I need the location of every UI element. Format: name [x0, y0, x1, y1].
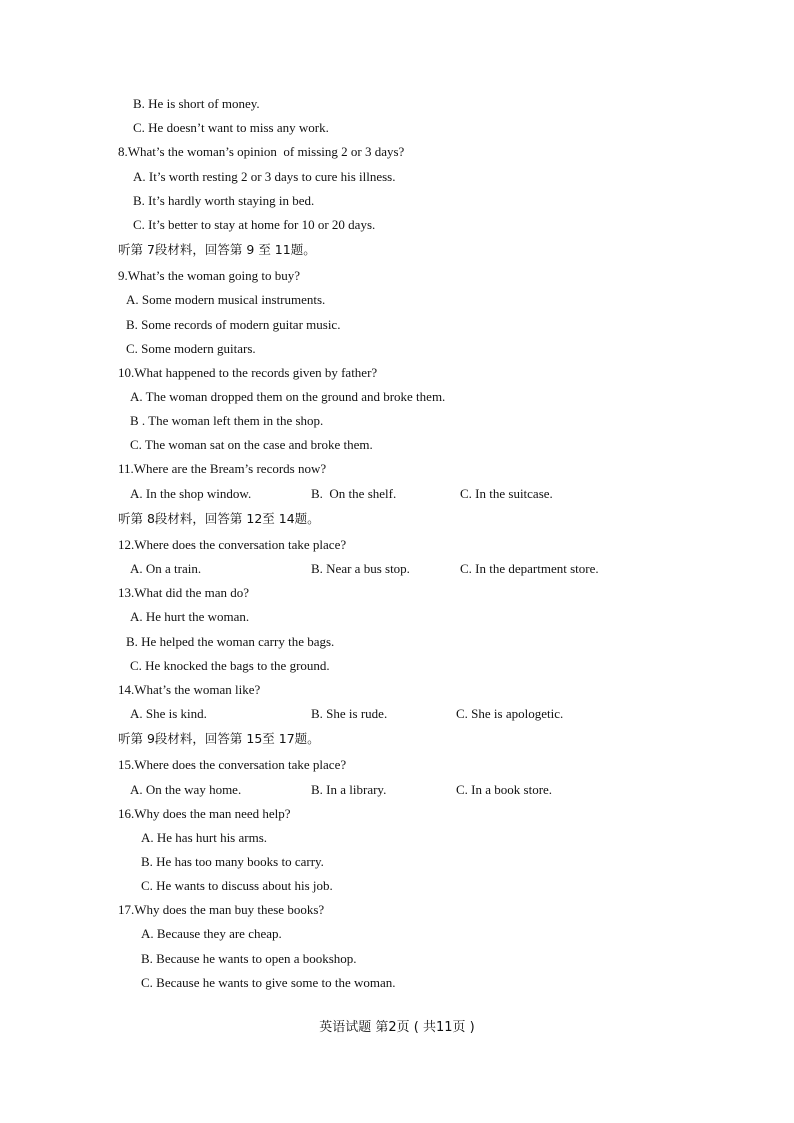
- question-16: 16.Why does the man need help?: [118, 806, 291, 821]
- option-11b: B. On the shelf.: [311, 486, 397, 501]
- question-12: 12.Where does the conversation take place?: [118, 537, 347, 552]
- option-17c: C. Because he wants to give some to the woman.: [141, 975, 396, 990]
- option-16b: B. He has too many books to carry.: [141, 854, 324, 869]
- option-10c: C. The woman sat on the case and broke them.: [130, 437, 373, 452]
- option-15c: C. In a book store.: [456, 782, 553, 797]
- question-14: 14.What’s the woman like?: [118, 682, 261, 697]
- option-8a: A. It’s worth resting 2 or 3 days to cure his illness.: [133, 169, 396, 184]
- question-15: 15.Where does the conversation take place?: [118, 757, 347, 772]
- option-14c: C. She is apologetic.: [456, 706, 564, 721]
- option-17b: B. Because he wants to open a bookshop.: [141, 951, 357, 966]
- option-13a: A. He hurt the woman.: [130, 609, 250, 624]
- option-11a: A. In the shop window.: [130, 486, 252, 501]
- option-13c: C. He knocked the bags to the ground.: [130, 658, 330, 673]
- option-7c: C. He doesn’t want to miss any work.: [133, 120, 329, 135]
- question-10: 10.What happened to the records given by father?: [118, 365, 378, 380]
- question-13: 13.What did the man do?: [118, 585, 250, 600]
- option-15a: A. On the way home.: [130, 782, 242, 797]
- option-8b: B. It’s hardly worth staying in bed.: [133, 193, 315, 208]
- question-11: 11.Where are the Bream’s records now?: [118, 461, 327, 476]
- option-15b: B. In a library.: [311, 782, 387, 797]
- page-footer: 英语试题 第2页 ( 共11页 ): [319, 1020, 475, 1035]
- option-12c: C. In the department store.: [460, 561, 599, 576]
- option-9a: A. Some modern musical instruments.: [126, 292, 326, 307]
- option-11c: C. In the suitcase.: [460, 486, 553, 501]
- question-8: 8.What’s the woman’s opinion of missing 2 or 3 days?: [118, 144, 405, 159]
- option-13b: B. He helped the woman carry the bags.: [126, 634, 335, 649]
- option-8c: C. It’s better to stay at home for 10 or 20 days.: [133, 217, 376, 232]
- option-16c: C. He wants to discuss about his job.: [141, 878, 333, 893]
- section-heading-9: 听第 9段材料，回答第 15至 17题。: [118, 731, 320, 746]
- option-10b: B . The woman left them in the shop.: [130, 413, 324, 428]
- option-9c: C. Some modern guitars.: [126, 341, 256, 356]
- option-12a: A. On a train.: [130, 561, 202, 576]
- option-7b: B. He is short of money.: [133, 96, 260, 111]
- option-17a: A. Because they are cheap.: [141, 926, 282, 941]
- option-14a: A. She is kind.: [130, 706, 207, 721]
- option-14b: B. She is rude.: [311, 706, 388, 721]
- option-16a: A. He has hurt his arms.: [141, 830, 268, 845]
- option-9b: B. Some records of modern guitar music.: [126, 317, 341, 332]
- option-10a: A. The woman dropped them on the ground and broke them.: [130, 389, 446, 404]
- question-9: 9.What’s the woman going to buy?: [118, 268, 300, 283]
- section-heading-7: 听第 7段材料，回答第 9 至 11题。: [118, 242, 316, 257]
- section-heading-8: 听第 8段材料，回答第 12至 14题。: [118, 511, 320, 526]
- option-12b: B. Near a bus stop.: [311, 561, 410, 576]
- question-17: 17.Why does the man buy these books?: [118, 902, 325, 917]
